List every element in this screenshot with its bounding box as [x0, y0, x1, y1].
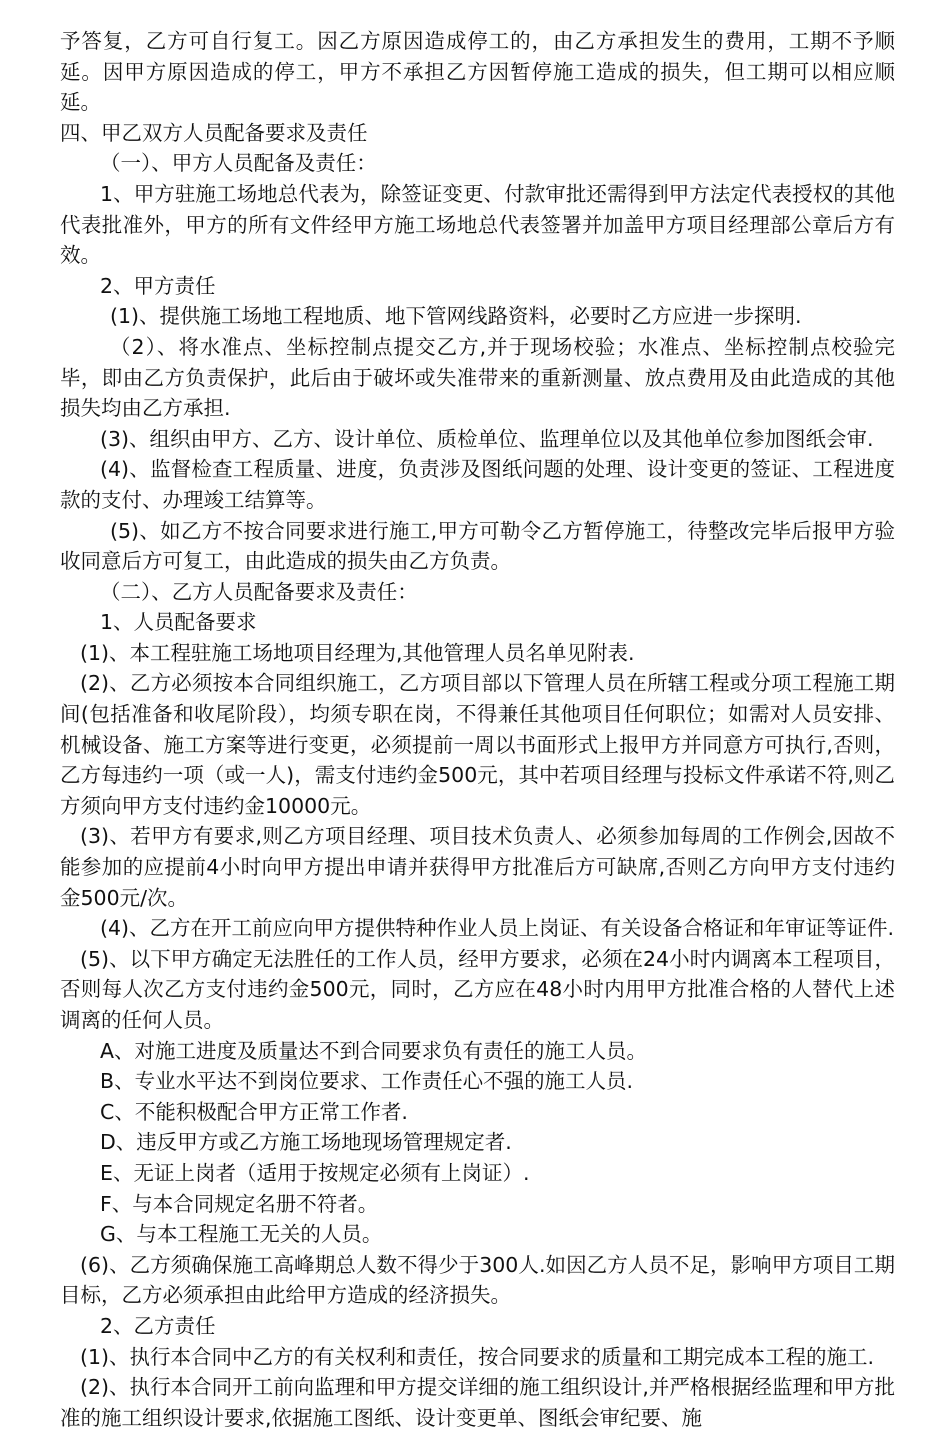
item-party-b-1: (1)、执行本合同中乙方的有关权利和责任，按合同要求的质量和工期完成本工程的施工.: [80, 1344, 875, 1369]
heading-party-a-responsibility: 2、甲方责任: [100, 273, 216, 298]
heading-staffing-requirements: 1、人员配备要求: [100, 610, 257, 635]
item-staffing-4: (4)、乙方在开工前应向甲方提供特种作业人员上岗证、有关设备合格证和年审证等证件.: [100, 916, 895, 941]
item-staffing-2: (2)、乙方必须按本合同组织施工，乙方项目部以下管理人员在所辖工程或分项工程施工期间(包括准备和收尾阶段），均须专职在岗，不得兼任其他项目任何职位；如需对人员安排、机械设备、施工方案等进行变更，必须提前一周以书面形式上报甲方并同意方可执行,否则，乙方每违约一项（或一人)，需支付违约金500元，其中若项目经理与投标文件承诺不符,则乙方须向甲方支付违约金10000元。: [60, 671, 895, 818]
item-party-a-1: (1)、提供施工场地工程地质、地下管网线路资料，必要时乙方应进一步探明.: [110, 304, 802, 329]
paragraph-party-a-representative: 1、甲方驻施工场地总代表为，除签证变更、付款审批还需得到甲方法定代表授权的其他代表批准外，甲方的所有文件经甲方施工场地总代表签署并加盖甲方项目经理部公章后方有效。: [60, 181, 895, 268]
item-party-a-3: (3)、组织由甲方、乙方、设计单位、质检单位、监理单位以及其他单位参加图纸会审.: [100, 426, 874, 451]
list-item-g: G、与本工程施工无关的人员。: [100, 1222, 383, 1247]
document-page: [60, 26, 895, 1433]
item-staffing-6: (6)、乙方须确保施工高峰期总人数不得少于300人.如因乙方人员不足，影响甲方项目工期目标，乙方必须承担由此给甲方造成的经济损失。: [60, 1252, 895, 1308]
paragraph-resume-work: 予答复，乙方可自行复工。因乙方原因造成停工的，由乙方承担发生的费用，工期不予顺延。因甲方原因造成的停工，甲方不承担乙方因暂停施工造成的损失，但工期可以相应顺延。: [60, 29, 895, 115]
subsection-heading-party-b: （二）、乙方人员配备要求及责任：: [100, 579, 418, 604]
item-party-a-4: (4)、监督检查工程质量、进度，负责涉及图纸问题的处理、设计变更的签证、工程进度款的支付、办理竣工结算等。: [60, 457, 895, 512]
list-item-e: E、无证上岗者（适用于按规定必须有上岗证）.: [100, 1160, 530, 1185]
item-staffing-1: (1)、本工程驻施工场地项目经理为,其他管理人员名单见附表.: [80, 640, 635, 665]
list-item-f: F、与本合同规定名册不符者。: [100, 1191, 379, 1216]
item-party-a-5: (5)、如乙方不按合同要求进行施工,甲方可勒令乙方暂停施工，待整改完毕后报甲方验收同意后方可复工，由此造成的损失由乙方负责。: [60, 518, 895, 574]
heading-party-b-responsibility: 2、乙方责任: [100, 1313, 216, 1338]
list-item-c: C、不能积极配合甲方正常工作者.: [100, 1099, 408, 1124]
subsection-heading-party-a: （一）、甲方人员配备及责任：: [100, 151, 377, 176]
item-staffing-3: (3)、若甲方有要求,则乙方项目经理、项目技术负责人、必须参加每周的工作例会,因故不能参加的应提前4小时向甲方提出申请并获得甲方批准后方可缺席,否则乙方向甲方支付违约金500元/次。: [60, 824, 895, 910]
item-party-b-2: (2)、执行本合同开工前向监理和甲方提交详细的施工组织设计,并严格根据经监理和甲方批准的施工组织设计要求,依据施工图纸、设计变更单、图纸会审纪要、施: [60, 1375, 895, 1430]
list-item-d: D、违反甲方或乙方施工场地现场管理规定者.: [100, 1130, 512, 1155]
item-staffing-5: (5)、以下甲方确定无法胜任的工作人员，经甲方要求，必须在24小时内调离本工程项目，否则每人次乙方支付违约金500元，同时，乙方应在48小时内用甲方批准合格的人替代上述调离的任何人员。: [60, 946, 895, 1032]
item-party-a-2: （2）、将水准点、坐标控制点提交乙方,并于现场校验；水准点、坐标控制点校验完毕，即由乙方负责保护，此后由于破坏或失准带来的重新测量、放点费用及由此造成的其他损失均由乙方承担.: [60, 334, 895, 421]
section-heading-staffing: 四、甲乙双方人员配备要求及责任: [60, 120, 368, 145]
list-item-b: B、专业水平达不到岗位要求、工作责任心不强的施工人员.: [100, 1069, 634, 1094]
list-item-a: A、对施工进度及质量达不到合同要求负有责任的施工人员。: [100, 1038, 648, 1063]
